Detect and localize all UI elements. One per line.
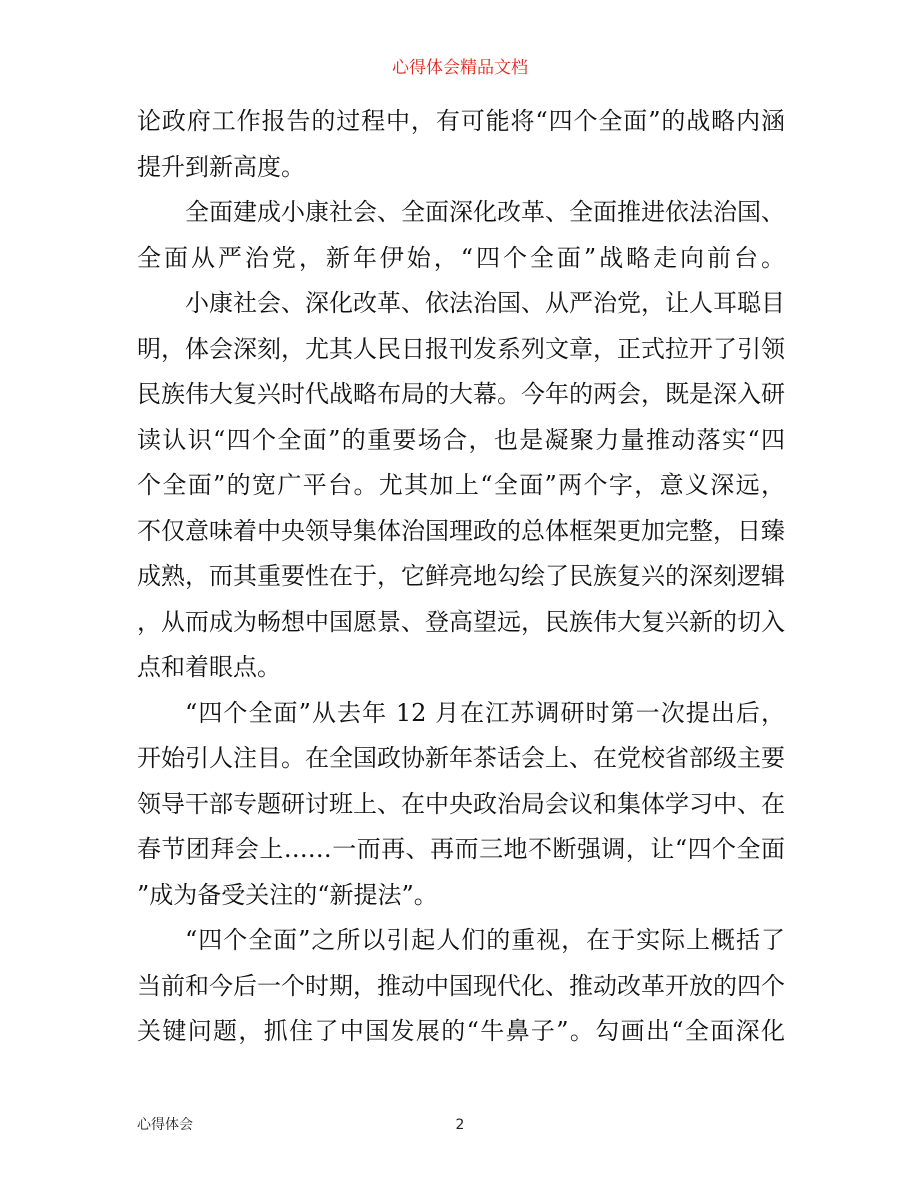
text-line: ，从而成为畅想中国愿景、登高望远，民族伟大复兴新的切入 — [137, 607, 785, 636]
text-line: 读认识“四个全面”的重要场合，也是凝聚力量推动落实“四 — [137, 425, 785, 454]
text-line: 关键问题，抓住了中国发展的“牛鼻子”。勾画出“全面深化 — [137, 1017, 785, 1045]
paragraph-first-line: 全面建成小康社会、全面深化改革、全面推进依法治国、 — [185, 198, 785, 226]
text-line: 春节团拜会上……一而再、再而三地不断强调，让“四个全面 — [137, 835, 785, 863]
text-line: 论政府工作报告的过程中，有可能将“四个全面”的战略内涵 — [137, 107, 785, 135]
header-title: 心得体会精品文档 — [392, 58, 528, 78]
paragraph-first-line: “四个全面”之所以引起人们的重视，在于实际上概括了 — [185, 926, 785, 954]
text-line: 当前和今后一个时期，推动中国现代化、推动改革开放的四个 — [137, 971, 785, 1000]
text-line: 全面从严治党，新年伊始，“四个全面”战略走向前台。 — [137, 243, 785, 272]
text-line: 提升到新高度。 — [137, 152, 305, 181]
text-line: 明，体会深刻，尤其人民日报刊发系列文章，正式拉开了引领 — [137, 334, 785, 363]
text-line: 个全面”的宽广平台。尤其加上“全面”两个字，意义深远， — [137, 471, 785, 499]
paragraph-first-line: 小康社会、深化改革、依法治国、从严治党，让人耳聪目 — [185, 289, 785, 317]
page-number: 2 — [455, 1117, 465, 1133]
paragraph-first-line: “四个全面”从去年 12 月在江苏调研时第一次提出后， — [185, 698, 785, 727]
body-text — [137, 99, 785, 1055]
text-line: 成熟，而其重要性在于，它鲜亮地勾绘了民族复兴的深刻逻辑 — [137, 562, 785, 590]
text-line: 点和着眼点。 — [137, 653, 281, 681]
text-line: 开始引人注目。在全国政协新年茶话会上、在党校省部级主要 — [137, 744, 785, 772]
footer-label: 心得体会 — [137, 1117, 193, 1133]
text-line: 领导干部专题研讨班上、在中央政治局会议和集体学习中、在 — [137, 789, 785, 818]
text-line: 不仅意味着中央领导集体治国理政的总体框架更加完整，日臻 — [137, 516, 785, 545]
text-line: 民族伟大复兴时代战略布局的大幕。今年的两会，既是深入研 — [137, 380, 785, 408]
text-line: ”成为备受关注的“新提法”。 — [137, 880, 438, 909]
